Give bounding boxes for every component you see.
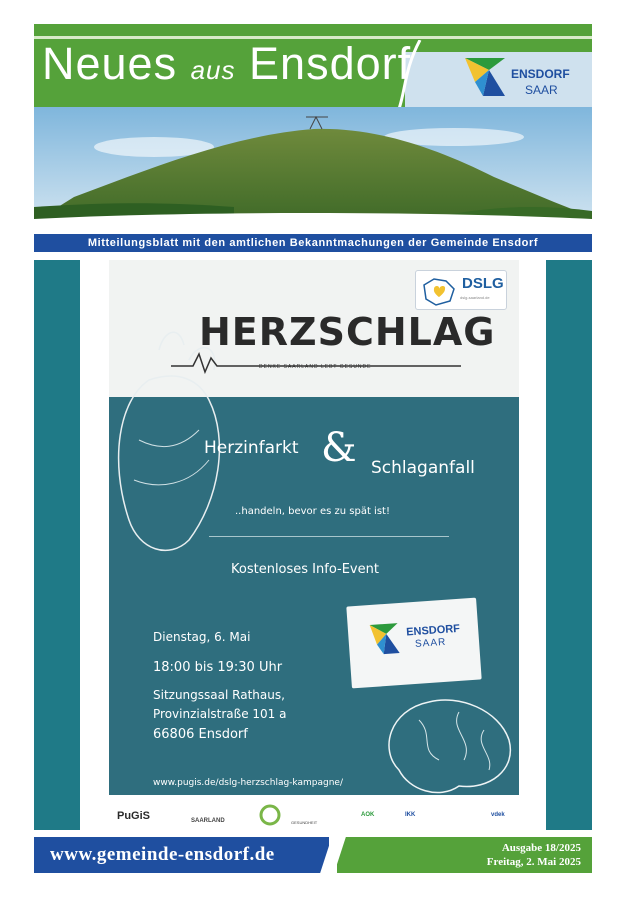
herzschlag-tagline: DENKE SAARLAND LEBT GESUNDE [259, 364, 372, 370]
hero-landscape-image [34, 107, 592, 222]
issue-number: Ausgabe 18/2025 [501, 842, 581, 854]
left-side-bar [34, 260, 80, 830]
event-venue-line3: 66806 Ensdorf [153, 727, 248, 742]
sponsor-circle-logo-icon [259, 804, 289, 826]
dslg-logo [415, 270, 507, 310]
title-word-neues: Neues [42, 38, 178, 89]
headline-schlaganfall: Schlaganfall [371, 458, 475, 478]
event-url: www.pugis.de/dslg-herzschlag-kampagne/ [153, 778, 343, 788]
footer-website[interactable]: www.gemeinde-ensdorf.de [34, 837, 329, 873]
page-title [42, 38, 411, 90]
right-side-bar [546, 260, 592, 830]
ensdorf-card-logo-icon [368, 621, 406, 657]
event-venue-line2: Provinzialstraße 101 a [153, 707, 287, 721]
brain-sketch-icon [379, 690, 519, 795]
sponsor-vdek: vdek [491, 812, 505, 818]
headline-herzinfarkt: Herzinfarkt [204, 438, 299, 458]
issue-date: Freitag, 2. Mai 2025 [486, 856, 581, 868]
card-label-saar: SAAR [414, 636, 447, 650]
ensdorf-torn-card [346, 598, 481, 689]
headline-ampersand: & [321, 425, 357, 471]
event-time: 18:00 bis 19:30 Uhr [153, 660, 283, 675]
chalk-divider [209, 536, 449, 537]
dslg-subtext: dslg-saarland.de [460, 295, 490, 300]
sponsor-saarland: SAARLAND [191, 818, 225, 824]
card-label-ensdorf: ENSDORF [405, 622, 461, 639]
sponsor-pugis: PuGiS [117, 810, 151, 822]
event-date: Dienstag, 6. Mai [153, 630, 251, 644]
herzschlag-logo-text: HERZSCHLAG [199, 310, 496, 354]
dslg-label: DSLG [462, 275, 504, 292]
logo-label-1: ENSDORF [511, 67, 570, 81]
event-label: Kostenloses Info-Event [231, 562, 379, 577]
saarland-map-icon [420, 275, 458, 307]
event-poster [109, 260, 519, 830]
event-venue-line1: Sitzungssaal Rathaus, [153, 688, 285, 702]
issue-info [487, 841, 581, 869]
slogan-text: ..handeln, bevor es zu spät ist! [235, 506, 390, 517]
title-word-aus: aus [190, 55, 236, 85]
sponsor-gesundheit: GESUNDHEIT [291, 820, 318, 825]
sponsor-ikk: IKK [405, 812, 416, 818]
title-word-ensdorf: Ensdorf [249, 38, 412, 89]
sponsor-aok: AOK [361, 812, 375, 818]
subtitle-bar: Mitteilungsblatt mit den amtlichen Bekanntmachungen der Gemeinde Ensdorf [34, 234, 592, 252]
logo-label-2: SAAR [525, 83, 558, 97]
